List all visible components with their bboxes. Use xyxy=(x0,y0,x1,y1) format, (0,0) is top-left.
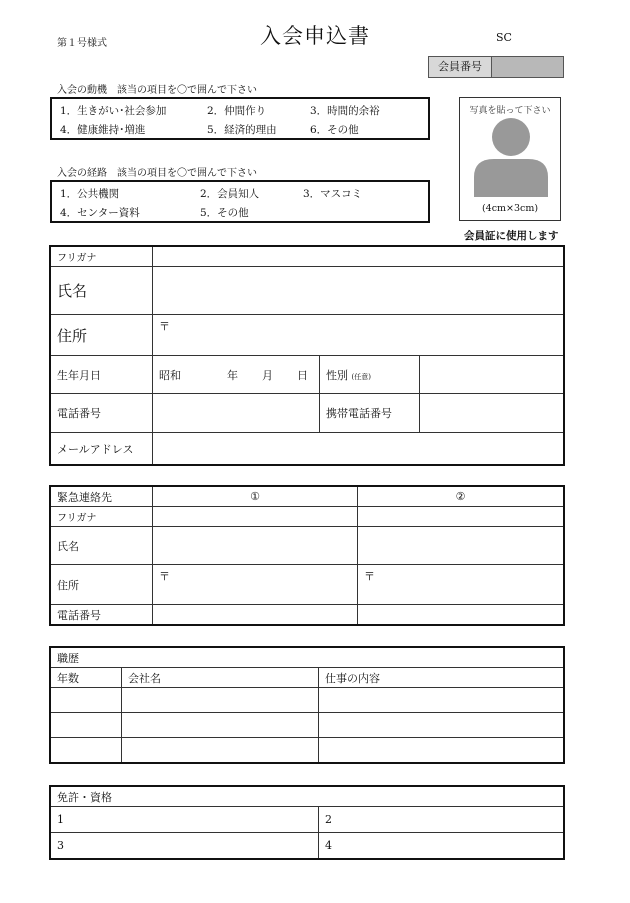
license-title: 免許・資格 xyxy=(51,787,564,807)
emergency-address-label: 住所 xyxy=(51,565,153,605)
emergency-name-label: 氏名 xyxy=(51,527,153,565)
career-header-work: 仕事の内容 xyxy=(319,668,564,688)
photo-size: (4cm×3cm) xyxy=(481,203,539,214)
emergency-col-1: ① xyxy=(153,487,358,507)
gender-label: 性別 (任意) xyxy=(320,356,420,394)
career-title: 職歴 xyxy=(51,648,564,668)
form-code: SC xyxy=(496,31,512,44)
career-header-years: 年数 xyxy=(51,668,122,688)
route-options xyxy=(50,180,430,223)
phone-label: 電話番号 xyxy=(51,394,153,433)
license-item-2[interactable]: 2 xyxy=(319,807,564,833)
photo-caption: 写真を貼って下さい xyxy=(469,106,551,116)
furigana-field[interactable] xyxy=(153,247,564,267)
member-number-box xyxy=(428,56,564,78)
motivation-option-4[interactable]: 4．健康維持･増進 xyxy=(60,124,146,136)
license-item-1[interactable]: 1 xyxy=(51,807,319,833)
career-work-field[interactable] xyxy=(319,713,564,738)
motivation-option-2[interactable]: 2．仲間作り xyxy=(207,105,267,117)
member-number-field[interactable] xyxy=(492,57,563,77)
person-silhouette-icon xyxy=(472,115,550,199)
route-option-1[interactable]: 1．公共機関 xyxy=(60,188,120,200)
furigana-label: フリガナ xyxy=(51,247,153,267)
route-option-4[interactable]: 4．センター資料 xyxy=(60,207,140,219)
emergency-1-address-field[interactable] xyxy=(153,565,358,605)
postal-mark: 〒 xyxy=(159,320,170,333)
career-years-field[interactable] xyxy=(51,738,122,763)
route-option-5[interactable]: 5．その他 xyxy=(200,207,249,219)
table-row xyxy=(51,688,564,713)
emergency-2-phone-field[interactable] xyxy=(358,605,564,625)
emergency-1-furigana-field[interactable] xyxy=(153,507,358,527)
member-number-label: 会員番号 xyxy=(429,57,492,77)
month-label: 月 xyxy=(262,368,273,382)
mobile-label: 携帯電話番号 xyxy=(320,394,420,433)
postal-mark: 〒 xyxy=(364,570,375,583)
emergency-furigana-label: フリガナ xyxy=(51,507,153,527)
career-company-field[interactable] xyxy=(122,688,319,713)
route-option-3[interactable]: 3．マスコミ xyxy=(303,188,363,200)
emergency-1-phone-field[interactable] xyxy=(153,605,358,625)
emergency-2-name-field[interactable] xyxy=(358,527,564,565)
emergency-phone-label: 電話番号 xyxy=(51,605,153,625)
photo-note: 会員証に使用します xyxy=(464,230,559,242)
emergency-1-name-field[interactable] xyxy=(153,527,358,565)
phone-field[interactable] xyxy=(153,394,320,433)
emergency-title: 緊急連絡先 xyxy=(51,487,153,507)
page-title: 入会申込書 xyxy=(260,24,370,48)
career-work-field[interactable] xyxy=(319,688,564,713)
motivation-options xyxy=(50,97,430,140)
email-field[interactable] xyxy=(153,433,564,465)
year-label: 年 xyxy=(227,368,238,382)
license-table xyxy=(50,786,564,859)
emergency-2-address-field[interactable] xyxy=(358,565,564,605)
mobile-field[interactable] xyxy=(420,394,564,433)
motivation-option-3[interactable]: 3．時間的余裕 xyxy=(310,105,380,117)
career-work-field[interactable] xyxy=(319,738,564,763)
postal-mark: 〒 xyxy=(159,570,170,583)
career-company-field[interactable] xyxy=(122,713,319,738)
form-number: 第１号様式 xyxy=(57,38,107,49)
era-label: 昭和 xyxy=(159,368,181,382)
table-row xyxy=(51,738,564,763)
birthdate-field[interactable] xyxy=(153,356,320,394)
gender-field[interactable] xyxy=(420,356,564,394)
emergency-table xyxy=(50,486,564,625)
emergency-col-2: ② xyxy=(358,487,564,507)
career-years-field[interactable] xyxy=(51,713,122,738)
birthdate-label: 生年月日 xyxy=(51,356,153,394)
motivation-label: 入会の動機 該当の項目を〇で囲んで下さい xyxy=(57,85,257,96)
career-table xyxy=(50,647,564,763)
emergency-2-furigana-field[interactable] xyxy=(358,507,564,527)
license-item-3[interactable]: 3 xyxy=(51,833,319,859)
gender-optional: (任意) xyxy=(351,372,371,381)
route-option-2[interactable]: 2．会員知人 xyxy=(200,188,260,200)
day-label: 日 xyxy=(297,368,308,382)
name-field[interactable] xyxy=(153,267,564,315)
career-header-company: 会社名 xyxy=(122,668,319,688)
email-label: メールアドレス xyxy=(51,433,153,465)
career-company-field[interactable] xyxy=(122,738,319,763)
name-label: 氏名 xyxy=(51,267,153,315)
motivation-option-1[interactable]: 1．生きがい･社会参加 xyxy=(60,105,167,117)
motivation-option-5[interactable]: 5．経済的理由 xyxy=(207,124,277,136)
address-label: 住所 xyxy=(51,315,153,356)
route-label: 入会の経路 該当の項目を〇で囲んで下さい xyxy=(57,168,257,179)
license-item-4[interactable]: 4 xyxy=(319,833,564,859)
address-field[interactable] xyxy=(153,315,564,356)
applicant-table xyxy=(50,246,564,465)
career-years-field[interactable] xyxy=(51,688,122,713)
table-row xyxy=(51,713,564,738)
photo-box[interactable] xyxy=(459,97,561,221)
motivation-option-6[interactable]: 6．その他 xyxy=(310,124,359,136)
